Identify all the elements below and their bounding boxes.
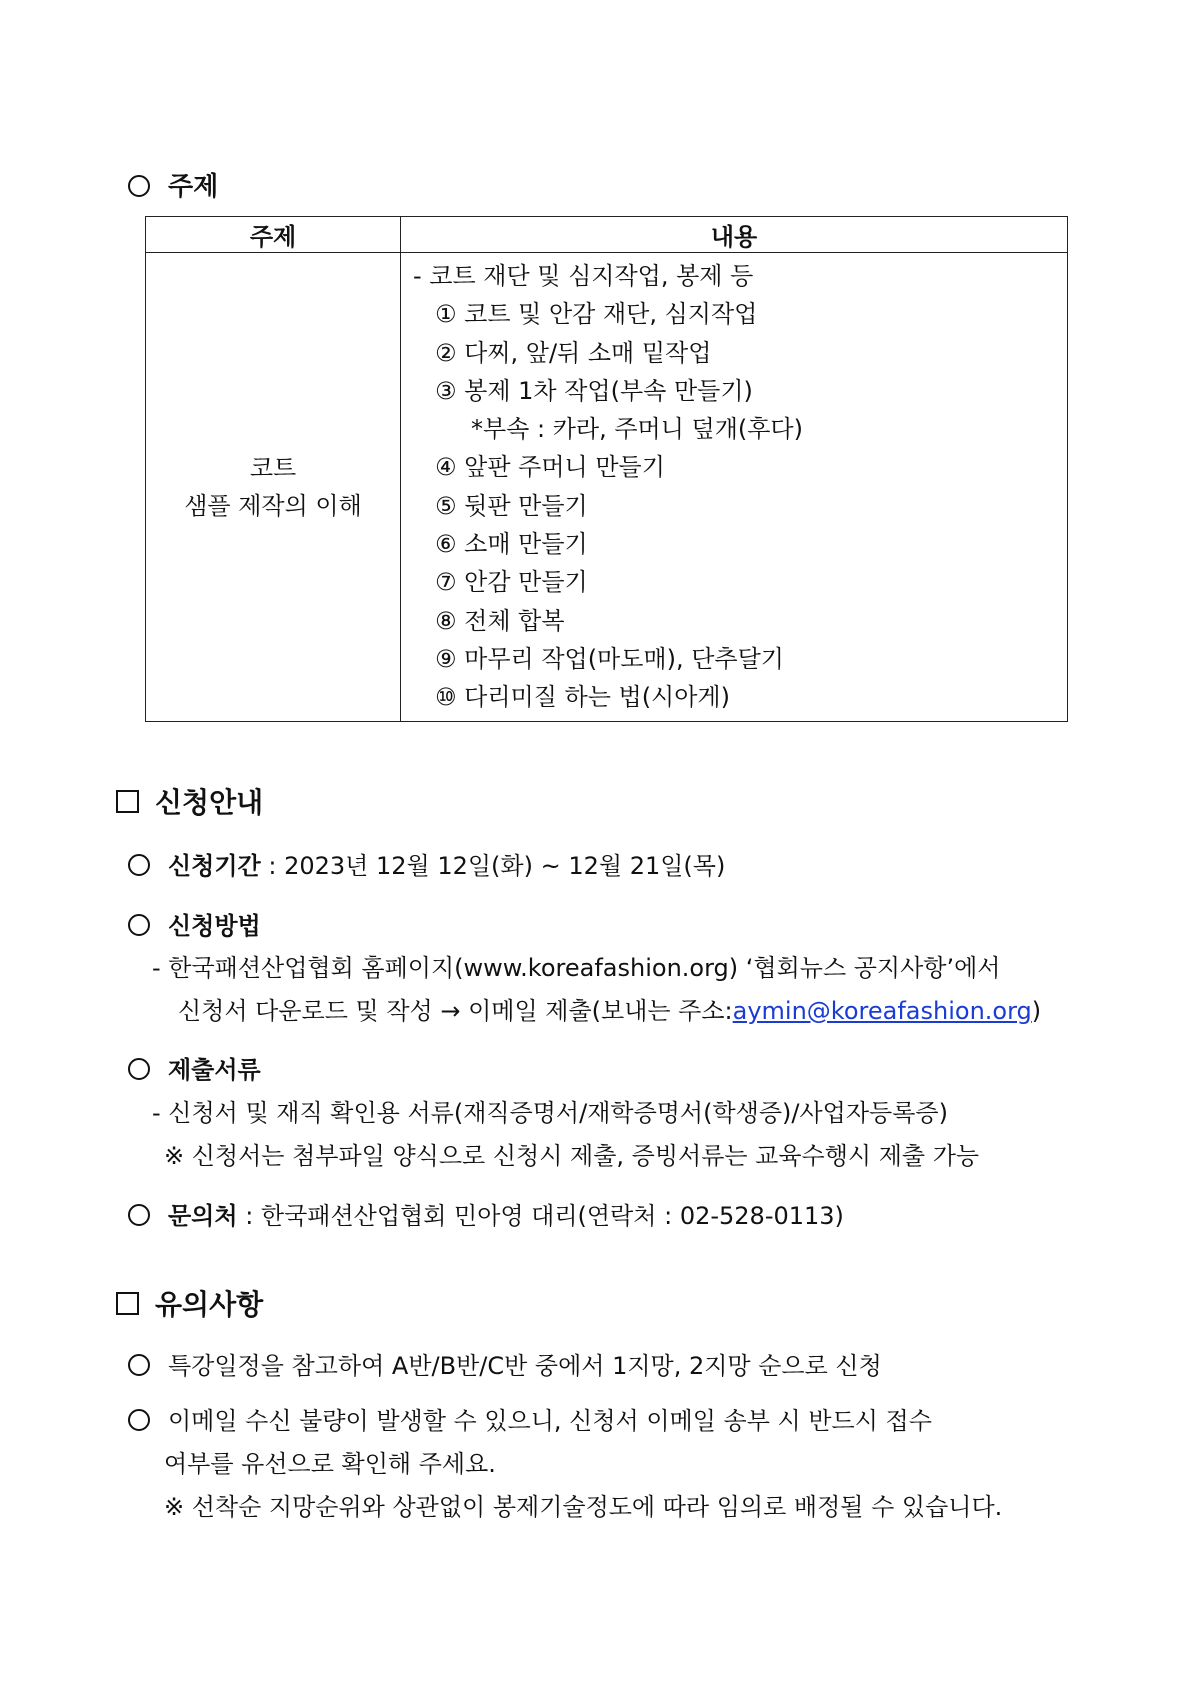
- content-line: ④ 앞판 주머니 만들기: [435, 453, 665, 482]
- subject-cell: [146, 253, 401, 722]
- content-line: ⑧ 전체 합복: [435, 606, 565, 635]
- note-item-1: 특강일정을 참고하여 A반/B반/C반 중에서 1지망, 2지망 순으로 신청: [128, 1346, 882, 1381]
- content-line: ⑤ 뒷판 만들기: [435, 491, 588, 520]
- content-line: - 코트 재단 및 심지작업, 봉제 등: [413, 262, 754, 290]
- application-period: [128, 846, 725, 881]
- circle-bullet-icon: [128, 1354, 150, 1376]
- subject-line: 코트: [249, 453, 297, 482]
- method-line-2: 신청서 다운로드 및 작성 → 이메일 제출(보내는 주소:aymin@koreafashion.org): [178, 997, 1042, 1025]
- method-line-1: - 한국패션산업협회 홈페이지(www.koreafashion.org) ‘협회뉴스 공지사항’에서: [152, 954, 1001, 982]
- note-item-2-line-2: 여부를 유선으로 확인해 주세요.: [164, 1450, 496, 1478]
- content-cell: [401, 253, 1068, 722]
- documents-line-1: - 신청서 및 재직 확인용 서류(재직증명서/재학증명서(학생증)/사업자등록증): [152, 1099, 948, 1127]
- method-label: 신청방법: [168, 912, 261, 940]
- content-line: ② 다찌, 앞/뒤 소매 밑작업: [435, 338, 712, 367]
- circle-bullet-icon: [128, 175, 150, 197]
- circle-bullet-icon: [128, 1204, 150, 1226]
- content-line: ⑨ 마무리 작업(마도매), 단추달기: [435, 644, 784, 673]
- contact: [128, 1196, 844, 1231]
- period-label: 신청기간: [168, 852, 261, 880]
- square-bullet-icon: [116, 790, 139, 813]
- table-header-content: 내용: [401, 217, 1068, 253]
- circle-bullet-icon: [128, 854, 150, 876]
- application-method: [128, 906, 261, 941]
- table-header-row: [146, 217, 1068, 253]
- note-item-2-remark: ※ 선착순 지망순위와 상관없이 봉제기술정도에 따라 임의로 배정될 수 있습니다.: [164, 1493, 1003, 1521]
- content-line: ⑦ 안감 만들기: [435, 568, 588, 597]
- email-link[interactable]: aymin@koreafashion.org: [732, 997, 1032, 1025]
- contact-label: 문의처: [168, 1202, 238, 1230]
- topic-table: [145, 216, 1068, 722]
- application-section-heading: 신청안내: [116, 781, 263, 821]
- period-value: : 2023년 12월 12일(화) ~ 12월 21일(목): [260, 852, 726, 880]
- content-line: ⑩ 다리미질 하는 법(시아게): [435, 683, 730, 712]
- subject-line: 샘플 제작의 이해: [184, 491, 362, 520]
- content-line: ⑥ 소매 만들기: [435, 530, 588, 559]
- note-item-2: 이메일 수신 불량이 발생할 수 있으니, 신청서 이메일 송부 시 반드시 접수: [128, 1401, 932, 1436]
- documents-label: 제출서류: [168, 1056, 261, 1084]
- documents-line-2: ※ 신청서는 첨부파일 양식으로 신청시 제출, 증빙서류는 교육수행시 제출 가능: [164, 1142, 980, 1170]
- table-header-topic: 주제: [146, 217, 401, 253]
- content-line: ③ 봉제 1차 작업(부속 만들기): [435, 376, 753, 405]
- square-bullet-icon: [116, 1292, 139, 1315]
- circle-bullet-icon: [128, 1409, 150, 1431]
- documents: [128, 1050, 261, 1085]
- circle-bullet-icon: [128, 914, 150, 936]
- content-line: ① 코트 및 안감 재단, 심지작업: [435, 300, 758, 329]
- table-row: [146, 253, 1068, 722]
- notes-section-heading: 유의사항: [116, 1283, 263, 1323]
- contact-value: : 한국패션산업협회 민아영 대리(연락처 : 02-528-0113): [237, 1202, 844, 1230]
- content-line: *부속 : 카라, 주머니 덮개(후다): [471, 415, 803, 444]
- circle-bullet-icon: [128, 1058, 150, 1080]
- topic-heading: 주제: [128, 166, 218, 203]
